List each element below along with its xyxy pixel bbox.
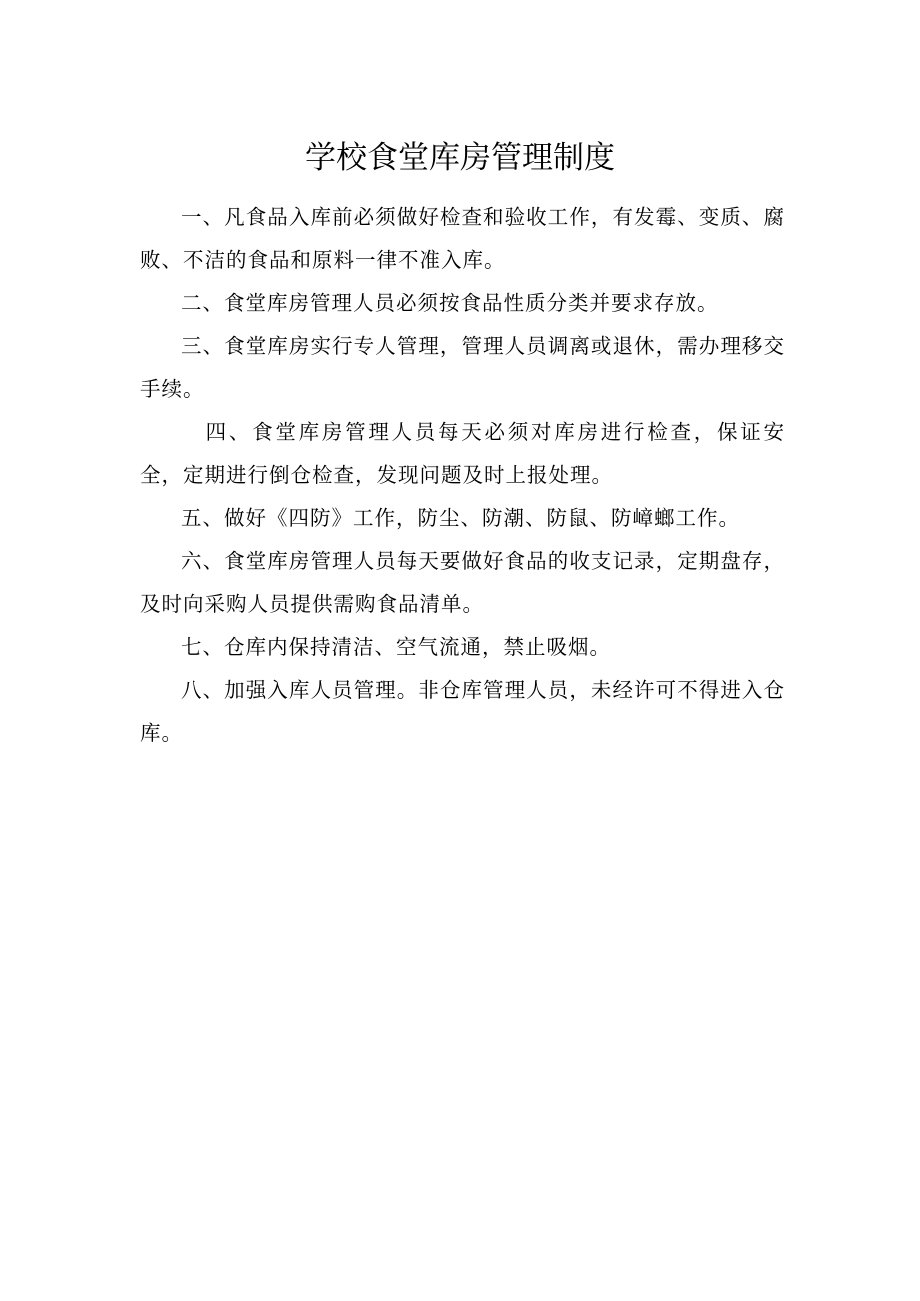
paragraph-5: 五、做好《四防》工作，防尘、防潮、防鼠、防嶂螂工作。	[181, 506, 740, 530]
paragraph-1: 一、凡食品入库前必须做好检查和验收工作，有发霉、变质、腐败、不洁的食品和原料一律不准入库。	[140, 205, 785, 272]
paragraph-6: 六、食堂库房管理人员每天要做好食品的收支记录，定期盘存，及时向采购人员提供需购食品清单。	[140, 549, 785, 616]
document-title: 学校食堂库房管理制度	[305, 140, 615, 176]
paragraph-8: 八、加强入库人员管理。非仓库管理人员，未经许可不得进入仓库。	[140, 678, 785, 745]
paragraph-7: 七、仓库内保持清洁、空气流通，禁止吸烟。	[181, 635, 611, 659]
paragraph-3: 三、食堂库房实行专人管理，管理人员调离或退休，需办理移交手续。	[140, 334, 785, 401]
document-body	[140, 196, 785, 755]
paragraph-2: 二、食堂库房管理人员必须按食品性质分类并要求存放。	[181, 291, 719, 315]
paragraph-4: 四、食堂库房管理人员每天必须对库房进行检查，保证安全，定期进行倒仓检查，发现问题及时上报处理。	[140, 420, 785, 487]
